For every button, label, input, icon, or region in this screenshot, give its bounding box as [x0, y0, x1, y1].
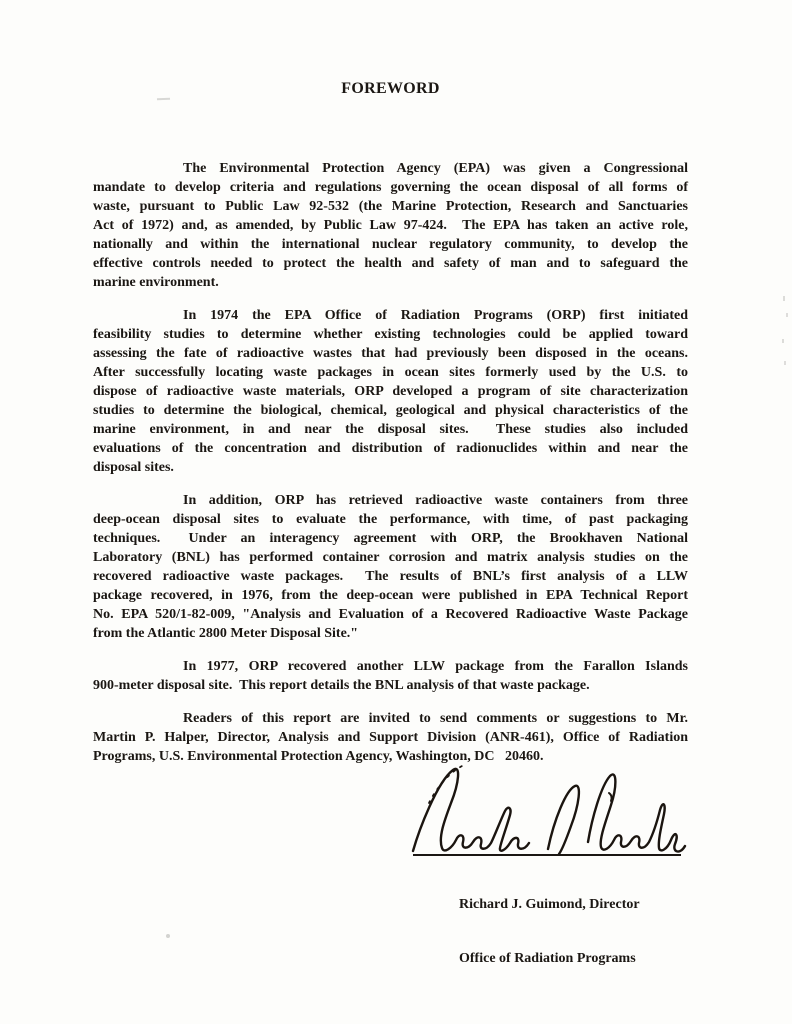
signatory-name: Richard J. Guimond, Director [459, 897, 640, 912]
text-line: effective controls needed to protect the health and safety of man and to safeguard the [93, 256, 688, 271]
page-title: FOREWORD [341, 80, 440, 97]
text-line: nationally and within the international nuclear regulatory community, to develop the [93, 237, 688, 252]
text-line: disposal sites. [93, 460, 174, 475]
signature-rule [413, 854, 681, 856]
signature-block [402, 760, 692, 966]
signatory-org: Office of Radiation Programs [459, 951, 636, 966]
text-line: The Environmental Protection Agency (EPA) was given a Congressional [183, 161, 688, 176]
text-line: Act of 1972) and, as amended, by Public Law 97-424. The EPA has taken an active role, [93, 218, 688, 233]
text-line: In 1977, ORP recovered another LLW package from the Farallon Islands [183, 659, 688, 674]
paragraph-3 [93, 491, 688, 643]
text-line: Programs, U.S. Environmental Protection Agency, Washington, DC 20460. [93, 749, 544, 764]
text-line: techniques. Under an interagency agreement with ORP, the Brookhaven National [93, 531, 688, 546]
scan-artifact [166, 934, 170, 938]
text-line: studies to determine the biological, chemical, geological and physical characteristics of the [93, 403, 688, 418]
text-line: package recovered, in 1976, from the deep-ocean were published in EPA Technical Report [93, 588, 688, 603]
text-line: recovered radioactive waste packages. The results of BNL’s first analysis of a LLW [93, 569, 688, 584]
signature-image [402, 760, 692, 860]
text-line: dispose of radioactive waste materials, ORP developed a program of site characterization [93, 384, 688, 399]
paragraph-2 [93, 306, 688, 477]
text-line: feasibility studies to determine whether existing technologies could be applied toward [93, 327, 688, 342]
paragraph-4 [93, 657, 688, 695]
text-line: Martin P. Halper, Director, Analysis and Support Division (ANR-461), Office of Radiation [93, 730, 688, 745]
text-line: Laboratory (BNL) has performed container corrosion and matrix analysis studies on the [93, 550, 688, 565]
text-line: In addition, ORP has retrieved radioactive waste containers from three [183, 493, 688, 508]
scan-artifact [786, 313, 788, 317]
scan-artifact [784, 361, 786, 365]
scan-artifact [783, 296, 785, 301]
text-line: 900-meter disposal site. This report details the BNL analysis of that waste package. [93, 678, 590, 693]
signatory-identity [459, 860, 640, 1004]
paragraph-5 [93, 709, 688, 766]
text-line: waste, pursuant to Public Law 92-532 (the Marine Protection, Research and Sanctuaries [93, 199, 688, 214]
text-line: deep-ocean disposal sites to evaluate the performance, with time, of past packaging [93, 512, 688, 527]
scan-artifact [782, 339, 784, 343]
text-line: evaluations of the concentration and distribution of radionuclides within and near the [93, 441, 688, 456]
text-line: Readers of this report are invited to send comments or suggestions to Mr. [183, 711, 688, 726]
text-line: marine environment. [93, 275, 219, 290]
text-line: marine environment, in and near the disposal sites. These studies also included [93, 422, 688, 437]
scan-artifact [157, 98, 170, 100]
document-body [93, 159, 688, 766]
text-line: No. EPA 520/1-82-009, "Analysis and Evaluation of a Recovered Radioactive Waste Package [93, 607, 688, 622]
text-line: After successfully locating waste packages in ocean sites formerly used by the U.S. to [93, 365, 688, 380]
text-line: In 1974 the EPA Office of Radiation Programs (ORP) first initiated [183, 308, 688, 323]
text-line: assessing the fate of radioactive wastes that had previously been disposed in the oceans. [93, 346, 688, 361]
paragraph-1 [93, 159, 688, 292]
text-line: mandate to develop criteria and regulations governing the ocean disposal of all forms of [93, 180, 688, 195]
text-line: from the Atlantic 2800 Meter Disposal Site." [93, 626, 359, 641]
